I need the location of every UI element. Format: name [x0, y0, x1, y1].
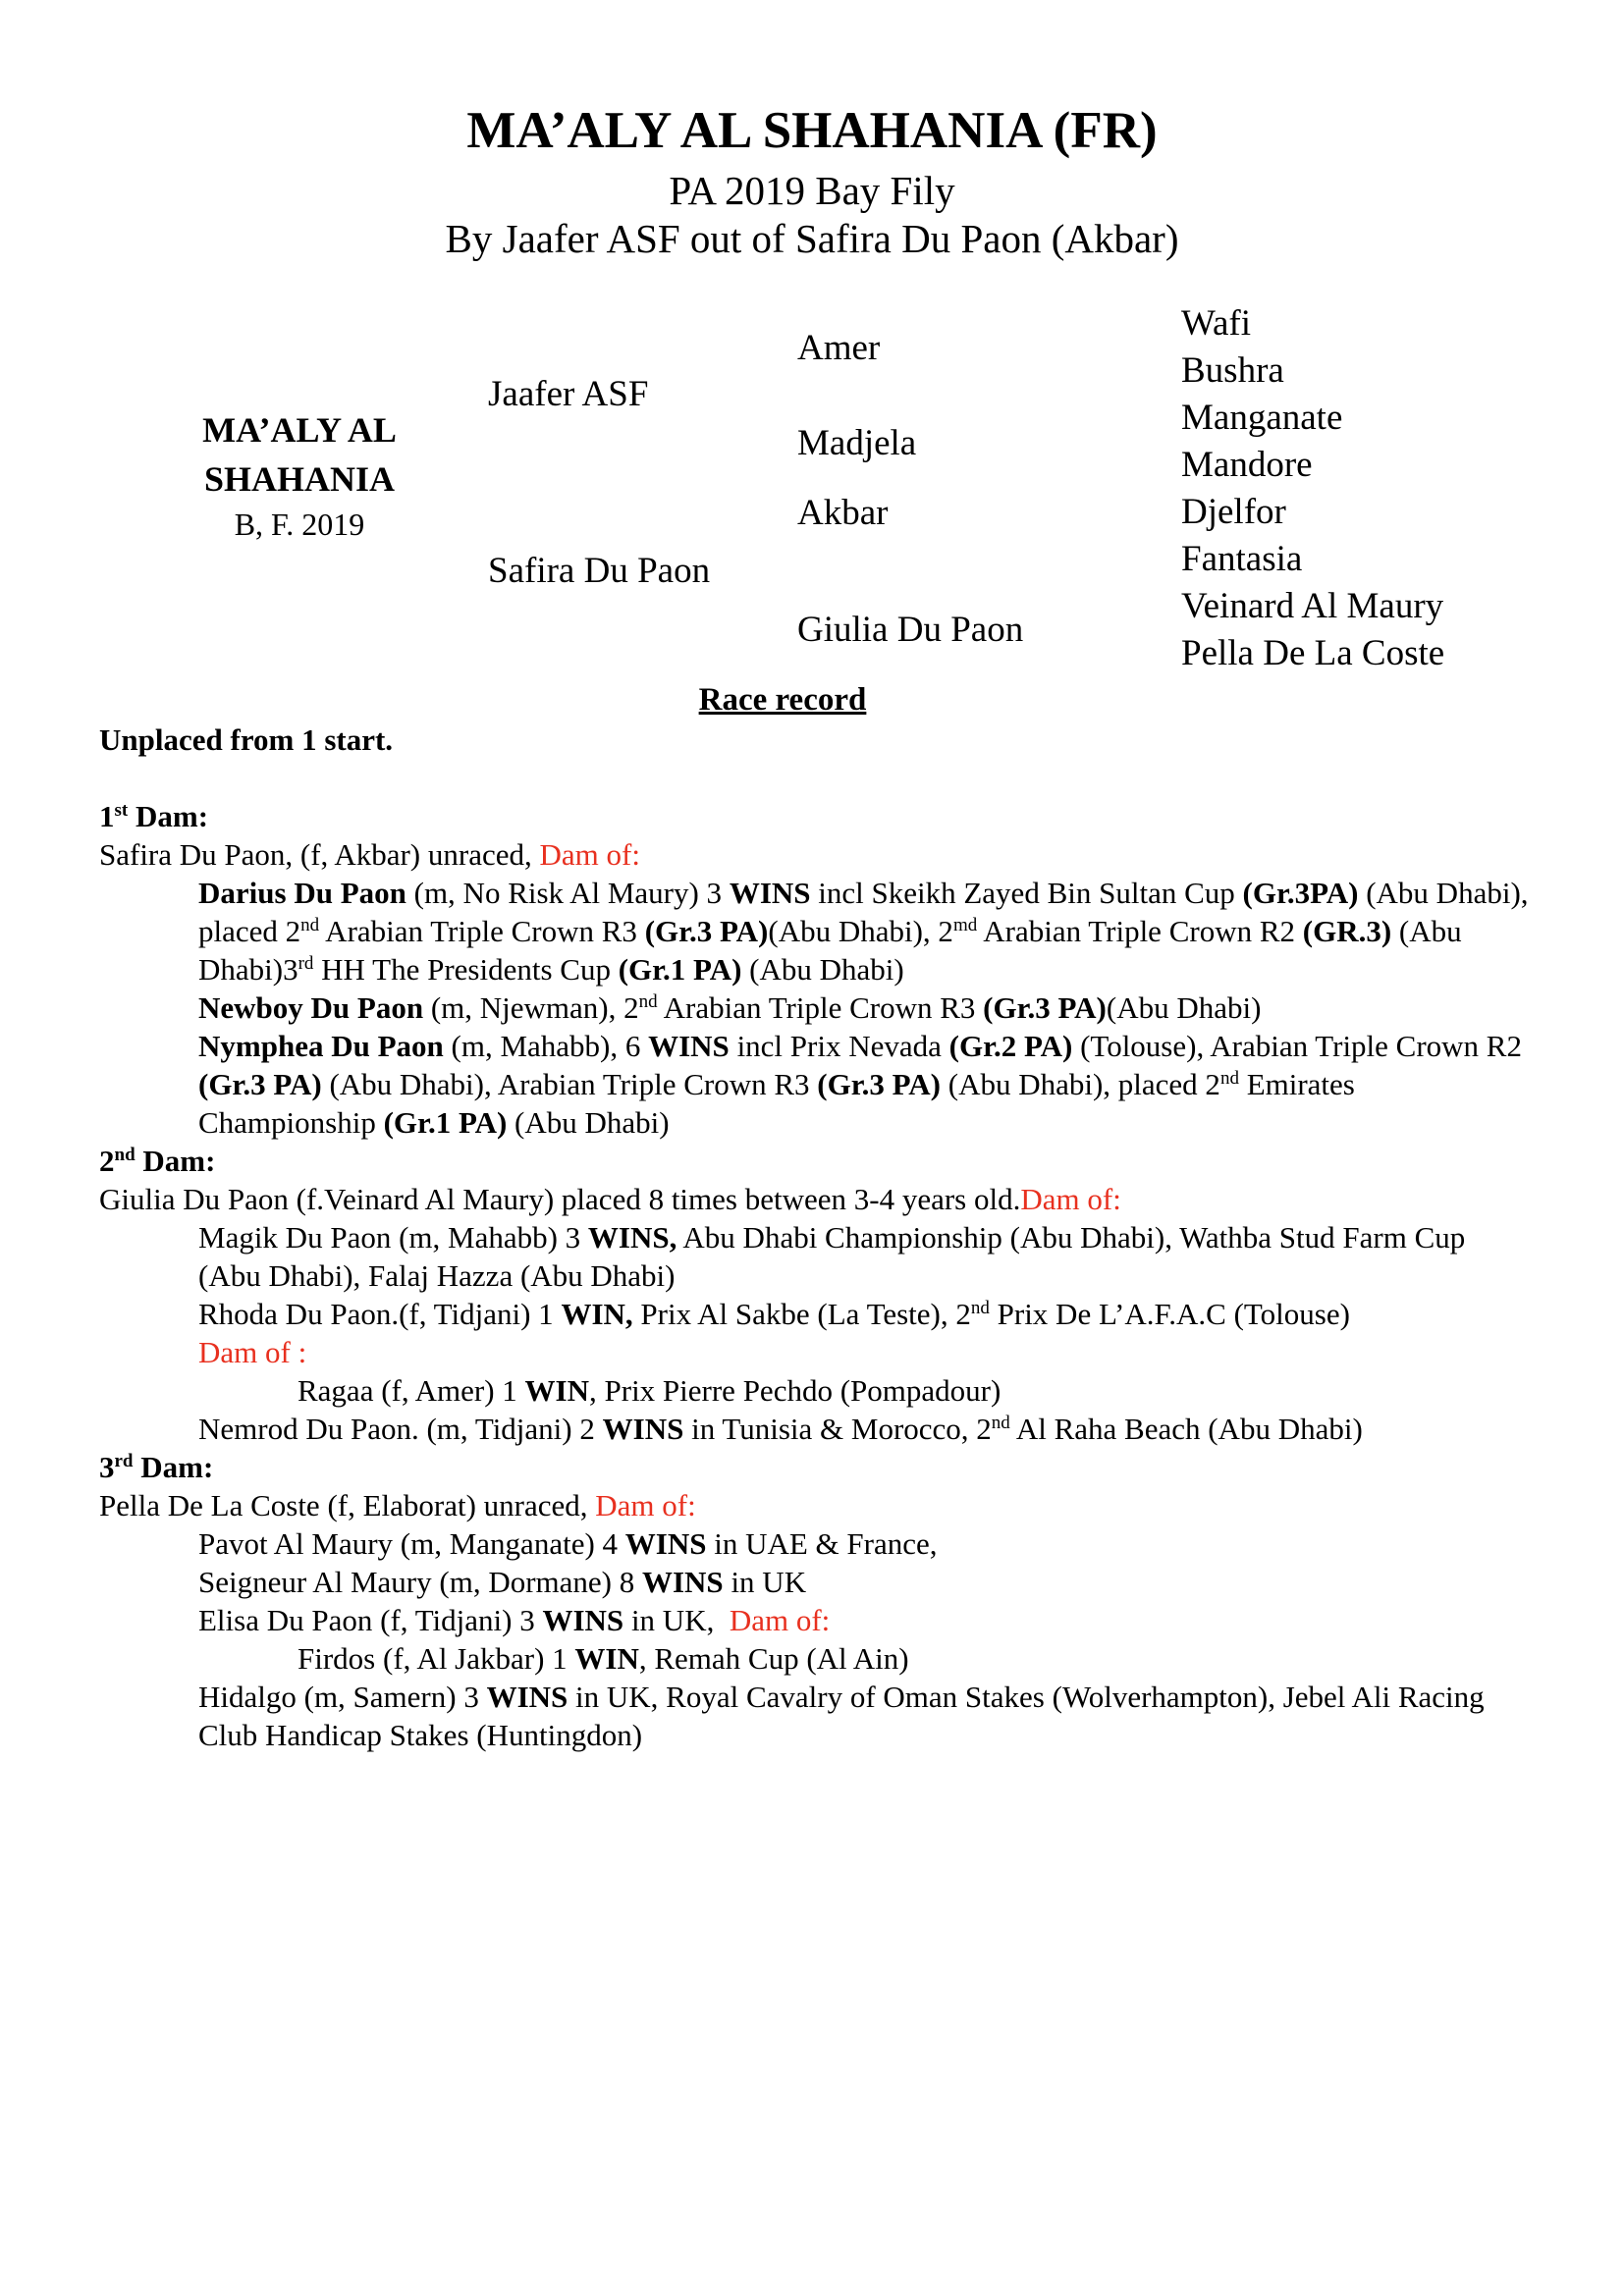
produce-entry-elisa: Elisa Du Paon (f, Tidjani) 3 WINS in UK, Dam of: — [198, 1603, 831, 1637]
pedigree-grandparent: Madjela — [797, 423, 917, 463]
pedigree-dam: Safira Du Paon — [488, 551, 711, 591]
second-dam-heading: 2nd Dam: — [99, 1144, 216, 1178]
produce-entry-nemrod: Nemrod Du Paon. (m, Tidjani) 2 WINS in Tunisia & Morocco, 2nd Al Raha Beach (Abu Dhabi) — [198, 1412, 1363, 1446]
pedigree-great-grandparent: Djelfor — [1181, 492, 1286, 532]
produce-entry-hidalgo: Hidalgo (m, Samern) 3 WINS in UK, Royal Cavalry of Oman Stakes (Wolverhampton), Jebel Ali Racing Club Handicap Stakes (Huntingdon) — [198, 1680, 1485, 1752]
pedigree-grandparent: Giulia Du Paon — [797, 610, 1024, 650]
produce-entry-newboy: Newboy Du Paon (m, Njewman), 2nd Arabian Triple Crown R3 (Gr.3 PA)(Abu Dhabi) — [198, 990, 1262, 1025]
subtitle-parentage: By Jaafer ASF out of Safira Du Paon (Akbar) — [445, 216, 1179, 261]
rhoda-dam-of-label: Dam of : — [198, 1335, 307, 1369]
first-dam-heading: 1st Dam: — [99, 799, 209, 833]
produce-entry-firdos: Firdos (f, Al Jakbar) 1 WIN, Remah Cup (Al Ain) — [298, 1641, 909, 1676]
pedigree-horse-info: B, F. 2019 — [234, 507, 365, 542]
third-dam-heading: 3rd Dam: — [99, 1450, 214, 1484]
third-dam-intro: Pella De La Coste (f, Elaborat) unraced, Dam of: — [99, 1488, 696, 1522]
pedigree-grandparent: Akbar — [797, 493, 889, 533]
first-dam-intro: Safira Du Paon, (f, Akbar) unraced, Dam of: — [99, 837, 640, 872]
race-record-heading: Race record — [698, 682, 867, 718]
pedigree-great-grandparent: Manganate — [1181, 398, 1343, 438]
produce-entry-rhoda: Rhoda Du Paon.(f, Tidjani) 1 WIN, Prix Al Sakbe (La Teste), 2nd Prix De L’A.F.A.C (Tolouse) — [198, 1297, 1350, 1331]
race-record-summary: Unplaced from 1 start. — [99, 722, 394, 757]
pedigree-great-grandparent: Veinard Al Maury — [1181, 586, 1444, 626]
pedigree-grandparent: Amer — [797, 328, 881, 368]
produce-entry-magik: Magik Du Paon (m, Mahabb) 3 WINS, Abu Dhabi Championship (Abu Dhabi), Wathba Stud Farm Cup (Abu Dhabi), Falaj Hazza (Abu Dhabi) — [198, 1220, 1466, 1293]
pedigree-horse-name: MA’ALY AL SHAHANIA — [202, 410, 397, 499]
produce-entry-pavot: Pavot Al Maury (m, Manganate) 4 WINS in UAE & France, — [198, 1526, 938, 1561]
pedigree-great-grandparent: Fantasia — [1181, 539, 1303, 579]
pedigree-great-grandparent: Pella De La Coste — [1181, 633, 1445, 673]
page-title: MA’ALY AL SHAHANIA (FR) — [466, 102, 1158, 159]
produce-entry-nymphea: Nymphea Du Paon (m, Mahabb), 6 WINS incl Prix Nevada (Gr.2 PA) (Tolouse), Arabian Triple Crown R2 (Gr.3 PA) (Abu Dhabi), Arabian Triple Crown R3 (Gr.3 PA) (Abu Dhabi), placed 2nd Emirates Championship (Gr.1 PA) (Abu Dhabi) — [198, 1029, 1522, 1140]
pedigree-great-grandparent: Wafi — [1181, 303, 1251, 344]
pedigree-great-grandparent: Bushra — [1181, 350, 1284, 391]
pedigree-sire: Jaafer ASF — [488, 374, 649, 414]
pedigree-great-grandparent: Mandore — [1181, 445, 1313, 485]
produce-entry-seigneur: Seigneur Al Maury (m, Dormane) 8 WINS in UK — [198, 1565, 807, 1599]
produce-entry-ragaa: Ragaa (f, Amer) 1 WIN, Prix Pierre Pechdo (Pompadour) — [298, 1373, 1001, 1408]
subtitle-breed-year: PA 2019 Bay Fily — [669, 168, 955, 213]
produce-entry-darius: Darius Du Paon (m, No Risk Al Maury) 3 WINS incl Skeikh Zayed Bin Sultan Cup (Gr.3PA) (Abu Dhabi), placed 2nd Arabian Triple Crown R3 (Gr.3 PA)(Abu Dhabi), $2^{md}$ Arabian Triple Crown R2 (GR.3) (Abu Dhabi)3rd HH The Presidents Cup (Gr.1 PA) (Abu Dhabi) — [198, 876, 1529, 987]
second-dam-intro: Giulia Du Paon (f.Veinard Al Maury) placed 8 times between 3-4 years old.Dam of: — [99, 1182, 1121, 1216]
